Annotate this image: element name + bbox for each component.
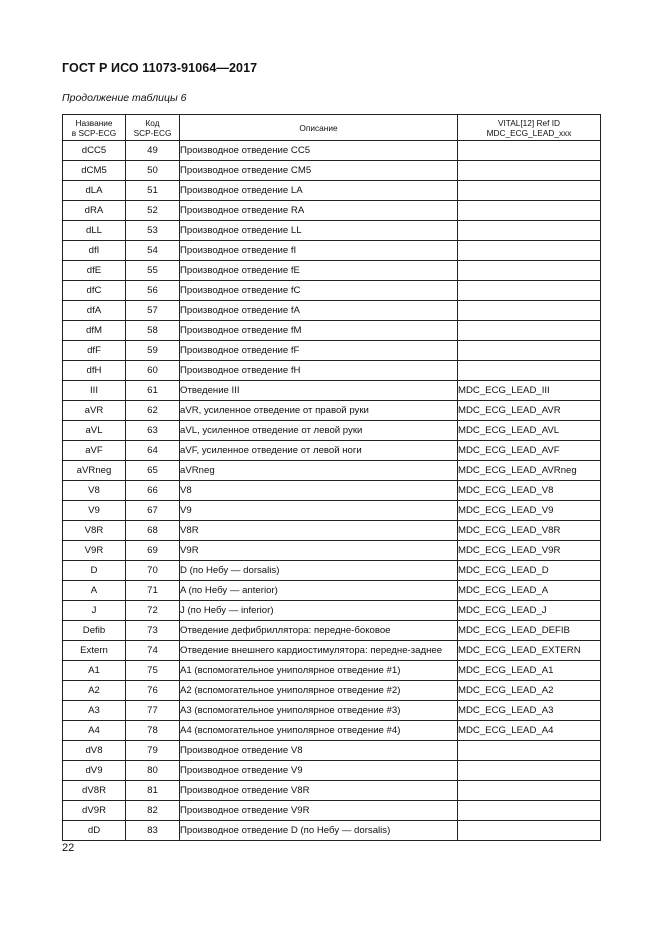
cell-name: dLA	[63, 181, 126, 201]
cell-description: Производное отведение CM5	[180, 161, 458, 181]
leads-table	[62, 114, 601, 841]
table-row	[63, 681, 601, 701]
cell-name: dfC	[63, 281, 126, 301]
cell-ref-id	[458, 361, 601, 381]
table-row	[63, 421, 601, 441]
cell-code: 80	[126, 761, 180, 781]
cell-ref-id	[458, 321, 601, 341]
cell-ref-id: MDC_ECG_LEAD_A	[458, 581, 601, 601]
cell-description: Производное отведение V9	[180, 761, 458, 781]
cell-name: V9	[63, 501, 126, 521]
cell-description: Производное отведение fI	[180, 241, 458, 261]
table-row	[63, 801, 601, 821]
column-header-ref	[458, 115, 601, 141]
cell-name: dfH	[63, 361, 126, 381]
cell-ref-id	[458, 201, 601, 221]
column-header-name-line1: Название	[75, 117, 113, 128]
cell-ref-id	[458, 741, 601, 761]
cell-description: Производное отведение LL	[180, 221, 458, 241]
column-header-code-line1: Код	[145, 117, 160, 128]
cell-ref-id: MDC_ECG_LEAD_DEFIB	[458, 621, 601, 641]
table-row	[63, 141, 601, 161]
cell-description: D (по Небу — dorsalis)	[180, 561, 458, 581]
cell-description: V8	[180, 481, 458, 501]
table-row	[63, 821, 601, 841]
cell-code: 56	[126, 281, 180, 301]
cell-code: 66	[126, 481, 180, 501]
cell-ref-id: MDC_ECG_LEAD_III	[458, 381, 601, 401]
cell-description: Производное отведение fE	[180, 261, 458, 281]
table-row	[63, 581, 601, 601]
cell-code: 78	[126, 721, 180, 741]
table-row	[63, 441, 601, 461]
cell-ref-id	[458, 161, 601, 181]
cell-ref-id: MDC_ECG_LEAD_J	[458, 601, 601, 621]
cell-description: Производное отведение LA	[180, 181, 458, 201]
cell-description: A2 (вспомогательное униполярное отведение #2)	[180, 681, 458, 701]
table-row	[63, 561, 601, 581]
cell-code: 51	[126, 181, 180, 201]
table-row	[63, 401, 601, 421]
cell-code: 71	[126, 581, 180, 601]
cell-ref-id: MDC_ECG_LEAD_V8	[458, 481, 601, 501]
cell-code: 52	[126, 201, 180, 221]
table-row	[63, 601, 601, 621]
cell-description: V9R	[180, 541, 458, 561]
cell-code: 59	[126, 341, 180, 361]
cell-code: 76	[126, 681, 180, 701]
cell-name: aVRneg	[63, 461, 126, 481]
cell-description: Производное отведение D (по Небу — dorsalis)	[180, 821, 458, 841]
cell-name: dfI	[63, 241, 126, 261]
cell-name: dfA	[63, 301, 126, 321]
table-row	[63, 301, 601, 321]
cell-ref-id	[458, 241, 601, 261]
cell-description: aVL, усиленное отведение от левой руки	[180, 421, 458, 441]
cell-ref-id	[458, 181, 601, 201]
cell-description: aVRneg	[180, 461, 458, 481]
cell-code: 75	[126, 661, 180, 681]
table-caption: Продолжение таблицы 6	[62, 92, 187, 104]
cell-ref-id: MDC_ECG_LEAD_EXTERN	[458, 641, 601, 661]
cell-code: 70	[126, 561, 180, 581]
cell-name: aVL	[63, 421, 126, 441]
cell-code: 54	[126, 241, 180, 261]
cell-ref-id: MDC_ECG_LEAD_AVRneg	[458, 461, 601, 481]
cell-name: A3	[63, 701, 126, 721]
cell-description: Производное отведение V8R	[180, 781, 458, 801]
cell-code: 60	[126, 361, 180, 381]
table-row	[63, 761, 601, 781]
cell-description: Отведение внешнего кардиостимулятора: передне-заднее	[180, 641, 458, 661]
cell-name: dCM5	[63, 161, 126, 181]
table-row	[63, 361, 601, 381]
column-header-name	[63, 115, 126, 141]
cell-description: Отведение III	[180, 381, 458, 401]
table-row	[63, 501, 601, 521]
cell-name: A4	[63, 721, 126, 741]
table-row	[63, 621, 601, 641]
table-row	[63, 781, 601, 801]
cell-description: A (по Небу — anterior)	[180, 581, 458, 601]
cell-name: dfF	[63, 341, 126, 361]
cell-ref-id: MDC_ECG_LEAD_V8R	[458, 521, 601, 541]
cell-name: dfM	[63, 321, 126, 341]
table-row	[63, 721, 601, 741]
cell-code: 63	[126, 421, 180, 441]
cell-ref-id: MDC_ECG_LEAD_A3	[458, 701, 601, 721]
cell-description: Производное отведение fH	[180, 361, 458, 381]
cell-ref-id: MDC_ECG_LEAD_D	[458, 561, 601, 581]
cell-ref-id: MDC_ECG_LEAD_A2	[458, 681, 601, 701]
cell-code: 67	[126, 501, 180, 521]
cell-code: 83	[126, 821, 180, 841]
table-body	[63, 141, 601, 841]
table-row	[63, 341, 601, 361]
column-header-name-line2: в SCP-ECG	[71, 127, 117, 138]
cell-ref-id	[458, 761, 601, 781]
cell-description: A1 (вспомогательное униполярное отведение #1)	[180, 661, 458, 681]
cell-description: aVF, усиленное отведение от левой ноги	[180, 441, 458, 461]
cell-name: A2	[63, 681, 126, 701]
column-header-description	[180, 115, 458, 141]
cell-code: 55	[126, 261, 180, 281]
cell-ref-id	[458, 221, 601, 241]
table-row	[63, 381, 601, 401]
cell-ref-id: MDC_ECG_LEAD_AVF	[458, 441, 601, 461]
table-row	[63, 641, 601, 661]
cell-name: dD	[63, 821, 126, 841]
cell-description: V8R	[180, 521, 458, 541]
column-header-ref-line1: VITAL[12] Ref ID	[497, 117, 561, 128]
cell-code: 62	[126, 401, 180, 421]
cell-ref-id: MDC_ECG_LEAD_AVL	[458, 421, 601, 441]
column-header-description-label: Описание	[299, 122, 338, 133]
cell-ref-id	[458, 281, 601, 301]
cell-name: III	[63, 381, 126, 401]
cell-code: 65	[126, 461, 180, 481]
cell-description: Производное отведение fC	[180, 281, 458, 301]
cell-name: Defib	[63, 621, 126, 641]
cell-code: 69	[126, 541, 180, 561]
page-number: 22	[62, 842, 75, 854]
cell-name: dV8R	[63, 781, 126, 801]
cell-code: 81	[126, 781, 180, 801]
cell-code: 68	[126, 521, 180, 541]
table-row	[63, 481, 601, 501]
cell-description: Производное отведение V9R	[180, 801, 458, 821]
table-row	[63, 261, 601, 281]
cell-code: 49	[126, 141, 180, 161]
table-row	[63, 221, 601, 241]
cell-ref-id	[458, 261, 601, 281]
cell-description: Производное отведение V8	[180, 741, 458, 761]
cell-name: dV9	[63, 761, 126, 781]
cell-ref-id: MDC_ECG_LEAD_V9R	[458, 541, 601, 561]
cell-ref-id: MDC_ECG_LEAD_A1	[458, 661, 601, 681]
cell-ref-id	[458, 801, 601, 821]
table-row	[63, 701, 601, 721]
table-row	[63, 321, 601, 341]
column-header-code	[126, 115, 180, 141]
cell-name: aVF	[63, 441, 126, 461]
cell-description: Отведение дефибриллятора: передне-боковое	[180, 621, 458, 641]
table-row	[63, 241, 601, 261]
table-row	[63, 181, 601, 201]
cell-description: V9	[180, 501, 458, 521]
cell-name: dV8	[63, 741, 126, 761]
table-row	[63, 201, 601, 221]
cell-ref-id	[458, 301, 601, 321]
column-header-ref-line2: MDC_ECG_LEAD_xxx	[486, 127, 572, 138]
cell-ref-id	[458, 781, 601, 801]
cell-name: dLL	[63, 221, 126, 241]
cell-description: Производное отведение RA	[180, 201, 458, 221]
table-row	[63, 281, 601, 301]
document-title: ГОСТ Р ИСО 11073-91064—2017	[62, 61, 258, 75]
cell-name: V9R	[63, 541, 126, 561]
cell-name: Extern	[63, 641, 126, 661]
cell-ref-id	[458, 141, 601, 161]
cell-code: 58	[126, 321, 180, 341]
cell-code: 57	[126, 301, 180, 321]
cell-ref-id	[458, 341, 601, 361]
column-header-code-line2: SCP-ECG	[133, 127, 172, 138]
cell-code: 61	[126, 381, 180, 401]
cell-code: 72	[126, 601, 180, 621]
table-header-row	[63, 115, 601, 141]
cell-code: 50	[126, 161, 180, 181]
cell-description: A3 (вспомогательное униполярное отведение #3)	[180, 701, 458, 721]
cell-name: A1	[63, 661, 126, 681]
cell-name: V8R	[63, 521, 126, 541]
table-row	[63, 541, 601, 561]
cell-code: 53	[126, 221, 180, 241]
cell-description: Производное отведение CC5	[180, 141, 458, 161]
cell-code: 79	[126, 741, 180, 761]
cell-description: Производное отведение fM	[180, 321, 458, 341]
cell-name: dV9R	[63, 801, 126, 821]
cell-name: dfE	[63, 261, 126, 281]
cell-description: Производное отведение fF	[180, 341, 458, 361]
table-row	[63, 161, 601, 181]
cell-name: dCC5	[63, 141, 126, 161]
cell-ref-id: MDC_ECG_LEAD_AVR	[458, 401, 601, 421]
cell-code: 64	[126, 441, 180, 461]
cell-name: dRA	[63, 201, 126, 221]
table-row	[63, 461, 601, 481]
cell-description: Производное отведение fA	[180, 301, 458, 321]
cell-code: 77	[126, 701, 180, 721]
cell-ref-id	[458, 821, 601, 841]
table-row	[63, 521, 601, 541]
cell-ref-id: MDC_ECG_LEAD_V9	[458, 501, 601, 521]
cell-code: 82	[126, 801, 180, 821]
cell-code: 74	[126, 641, 180, 661]
cell-name: J	[63, 601, 126, 621]
cell-name: aVR	[63, 401, 126, 421]
cell-description: J (по Небу — inferior)	[180, 601, 458, 621]
cell-description: aVR, усиленное отведение от правой руки	[180, 401, 458, 421]
cell-name: V8	[63, 481, 126, 501]
cell-code: 73	[126, 621, 180, 641]
cell-name: D	[63, 561, 126, 581]
table-row	[63, 661, 601, 681]
table-row	[63, 741, 601, 761]
cell-description: A4 (вспомогательное униполярное отведение #4)	[180, 721, 458, 741]
cell-name: A	[63, 581, 126, 601]
cell-ref-id: MDC_ECG_LEAD_A4	[458, 721, 601, 741]
